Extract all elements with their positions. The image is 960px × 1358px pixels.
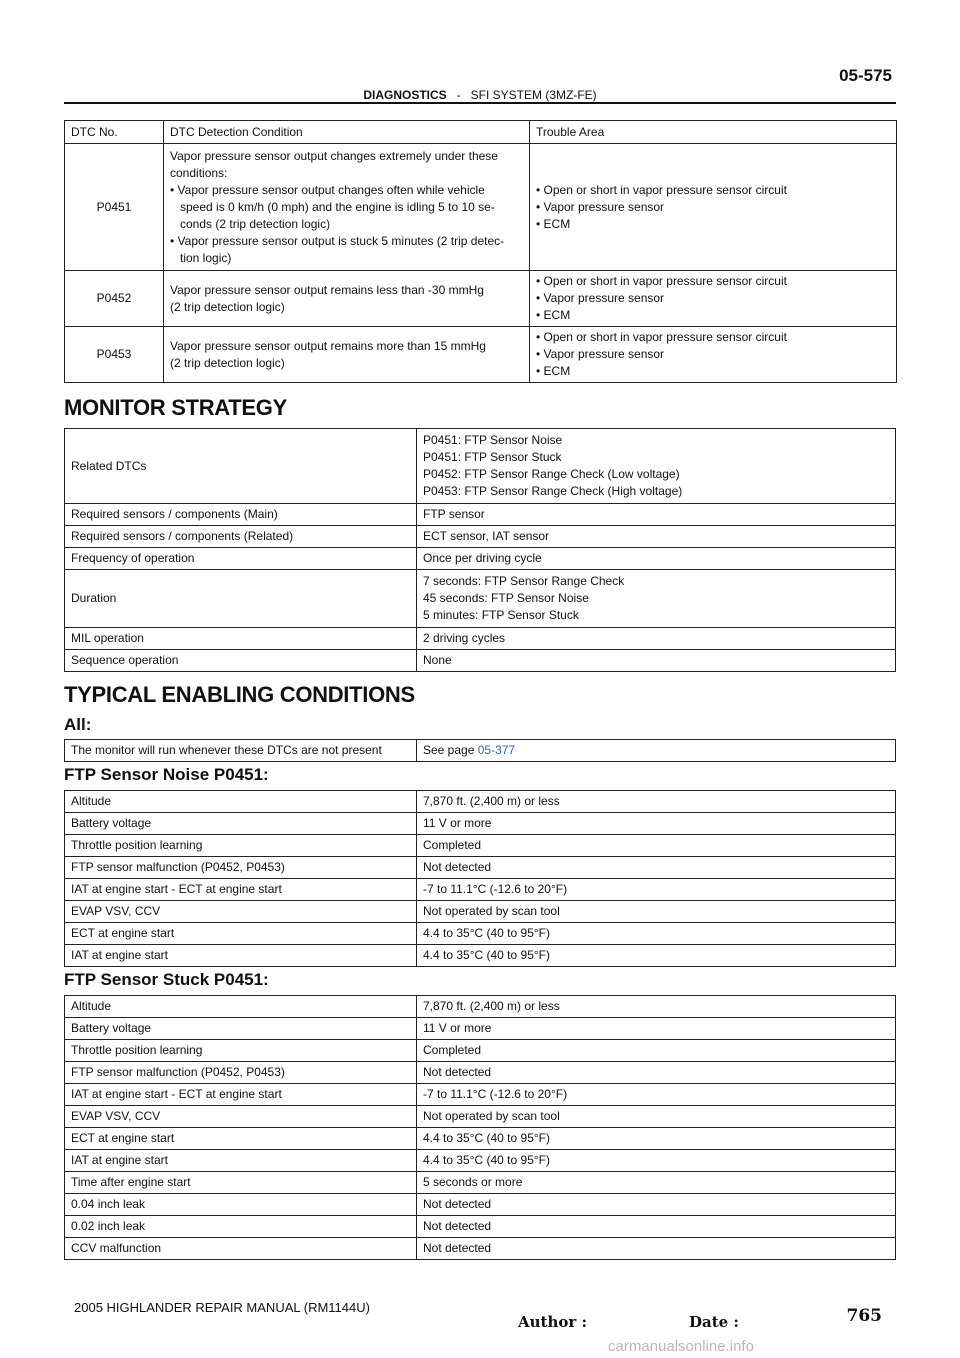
trouble-line: • ECM: [536, 216, 571, 231]
strategy-value: [417, 548, 896, 570]
table-row: [65, 901, 896, 923]
strategy-label: MIL operation: [65, 628, 417, 650]
dtc-table-header-row: [65, 121, 897, 144]
strategy-label: Duration: [65, 570, 417, 628]
table-row: [65, 1084, 896, 1106]
strategy-label: Required sensors / components (Related): [65, 526, 417, 548]
monitor-strategy-table: [64, 428, 896, 672]
condition-value: Not detected: [417, 1238, 896, 1260]
table-row: [65, 1062, 896, 1084]
condition-value: 11 V or more: [417, 813, 896, 835]
strategy-value-line: None: [423, 653, 452, 667]
condition-value: -7 to 11.1°C (-12.6 to 20°F): [417, 1084, 896, 1106]
running-head: [64, 88, 896, 102]
condition-label: Battery voltage: [65, 813, 417, 835]
strategy-value: [417, 628, 896, 650]
stuck-subtitle: FTP Sensor Stuck P0451:: [64, 970, 269, 989]
strategy-label: Required sensors / components (Main): [65, 504, 417, 526]
dtc-code: P0453: [65, 327, 164, 383]
running-head-separator: -: [456, 88, 461, 102]
condition-label: IAT at engine start: [65, 945, 417, 967]
condition-value: Not detected: [417, 1194, 896, 1216]
table-row: [65, 945, 896, 967]
monitor-strategy-body: [65, 429, 896, 672]
trouble-line: • Open or short in vapor pressure sensor circuit: [536, 274, 787, 288]
dtc-condition: [164, 144, 530, 271]
stuck-conditions-table: [64, 995, 896, 1260]
dtc-trouble-area: [530, 144, 897, 271]
condition-value: Completed: [417, 1040, 896, 1062]
page-reference-link[interactable]: 05-377: [477, 743, 516, 757]
trouble-line: • Open or short in vapor pressure sensor circuit: [536, 330, 787, 344]
table-row: [65, 1216, 896, 1238]
condition-value: 7,870 ft. (2,400 m) or less: [417, 996, 896, 1018]
dtc-condition: [164, 271, 530, 327]
table-row: [65, 1128, 896, 1150]
condition-value: 4.4 to 35°C (40 to 95°F): [417, 1128, 896, 1150]
strategy-value-line: 2 driving cycles: [423, 631, 506, 645]
condition-value: 4.4 to 35°C (40 to 95°F): [417, 945, 896, 967]
condition-label: IAT at engine start - ECT at engine start: [65, 1084, 417, 1106]
dtc-condition: [164, 327, 530, 383]
condition-label: Time after engine start: [65, 1172, 417, 1194]
table-row: [65, 1106, 896, 1128]
condition-value: Not operated by scan tool: [417, 901, 896, 923]
table-row: [65, 813, 896, 835]
condition-value: Completed: [417, 835, 896, 857]
dtc-trouble-area: [530, 327, 897, 383]
header-rule: [64, 102, 896, 104]
table-row: [65, 835, 896, 857]
condition-label: ECT at engine start: [65, 1128, 417, 1150]
trouble-line: • Vapor pressure sensor: [536, 291, 665, 305]
table-row: [65, 650, 896, 672]
enabling-conditions-title: TYPICAL ENABLING CONDITIONS: [64, 682, 415, 707]
author-label: Author :: [518, 1313, 588, 1331]
table-row: [65, 1150, 896, 1172]
condition-line: • Vapor pressure sensor output is stuck 5 minutes (2 trip detec-: [170, 234, 505, 248]
dtc-code: P0452: [65, 271, 164, 327]
strategy-value: [417, 429, 896, 504]
condition-value: -7 to 11.1°C (-12.6 to 20°F): [417, 879, 896, 901]
condition-label: EVAP VSV, CCV: [65, 901, 417, 923]
condition-value: Not detected: [417, 1062, 896, 1084]
strategy-value: [417, 650, 896, 672]
condition-line: Vapor pressure sensor output remains less than -30 mmHg: [170, 282, 484, 297]
strategy-value: [417, 504, 896, 526]
all-subtitle: All:: [64, 715, 92, 734]
dtc-col-header: DTC Detection Condition: [164, 121, 530, 144]
condition-line: (2 trip detection logic): [170, 299, 285, 314]
watermark-text: carmanualsonline.info: [608, 1338, 754, 1355]
table-row: [65, 570, 896, 628]
stuck-conditions-body: [65, 996, 896, 1260]
see-page-text: See page: [423, 743, 478, 757]
condition-value: Not operated by scan tool: [417, 1106, 896, 1128]
condition-label: Altitude: [65, 791, 417, 813]
manual-title-footer: 2005 HIGHLANDER REPAIR MANUAL (RM1144U): [74, 1300, 370, 1315]
dtc-row: [65, 327, 897, 383]
dtc-row: [65, 144, 897, 271]
table-row: [65, 1194, 896, 1216]
condition-value: [417, 740, 896, 762]
condition-line: conds (2 trip detection logic): [180, 217, 331, 231]
table-row: [65, 740, 896, 762]
strategy-value-line: ECT sensor, IAT sensor: [423, 529, 550, 543]
table-row: [65, 548, 896, 570]
strategy-value-line: Once per driving cycle: [423, 551, 542, 565]
condition-line: conditions:: [170, 166, 228, 180]
condition-label: Altitude: [65, 996, 417, 1018]
footer-page-number: 765: [846, 1306, 882, 1326]
dtc-table: [64, 120, 897, 383]
dtc-table-body: [65, 144, 897, 383]
condition-label: IAT at engine start - ECT at engine start: [65, 879, 417, 901]
condition-label: Battery voltage: [65, 1018, 417, 1040]
condition-label: Throttle position learning: [65, 835, 417, 857]
condition-line: • Vapor pressure sensor output changes often while vehicle: [170, 183, 485, 197]
condition-value: 4.4 to 35°C (40 to 95°F): [417, 923, 896, 945]
condition-label: CCV malfunction: [65, 1238, 417, 1260]
strategy-value-line: P0451: FTP Sensor Noise: [423, 433, 563, 447]
noise-conditions-table: [64, 790, 896, 967]
strategy-label: Related DTCs: [65, 429, 417, 504]
condition-value: 7,870 ft. (2,400 m) or less: [417, 791, 896, 813]
condition-value: 11 V or more: [417, 1018, 896, 1040]
strategy-value-line: P0451: FTP Sensor Stuck: [423, 450, 562, 464]
condition-value: 4.4 to 35°C (40 to 95°F): [417, 1150, 896, 1172]
condition-label: FTP sensor malfunction (P0452, P0453): [65, 1062, 417, 1084]
table-row: [65, 628, 896, 650]
trouble-line: • Open or short in vapor pressure sensor circuit: [536, 182, 787, 197]
trouble-line: • ECM: [536, 364, 571, 378]
monitor-strategy-title: MONITOR STRATEGY: [64, 395, 287, 420]
dtc-code: P0451: [65, 144, 164, 271]
condition-label: IAT at engine start: [65, 1150, 417, 1172]
strategy-value-line: FTP sensor: [423, 507, 485, 521]
condition-line: speed is 0 km/h (0 mph) and the engine is idling 5 to 10 se-: [180, 200, 495, 214]
strategy-value-line: P0453: FTP Sensor Range Check (High voltage): [423, 484, 683, 498]
table-row: [65, 996, 896, 1018]
table-row: [65, 504, 896, 526]
condition-line: tion logic): [180, 251, 232, 265]
condition-line: (2 trip detection logic): [170, 355, 285, 370]
table-row: [65, 791, 896, 813]
noise-subtitle: FTP Sensor Noise P0451:: [64, 765, 269, 784]
condition-value: Not detected: [417, 1216, 896, 1238]
strategy-label: Frequency of operation: [65, 548, 417, 570]
condition-label: FTP sensor malfunction (P0452, P0453): [65, 857, 417, 879]
dtc-col-header: Trouble Area: [530, 121, 897, 144]
strategy-value-line: 5 minutes: FTP Sensor Stuck: [423, 608, 579, 622]
condition-label: 0.04 inch leak: [65, 1194, 417, 1216]
table-row: [65, 526, 896, 548]
all-conditions-table: [64, 739, 896, 762]
condition-line: Vapor pressure sensor output remains more than 15 mmHg: [170, 338, 486, 353]
table-row: [65, 923, 896, 945]
strategy-value-line: 45 seconds: FTP Sensor Noise: [423, 591, 589, 605]
table-row: [65, 1018, 896, 1040]
table-row: [65, 857, 896, 879]
running-head-system: SFI SYSTEM (3MZ-FE): [470, 88, 597, 102]
strategy-value-line: P0452: FTP Sensor Range Check (Low voltage): [423, 467, 680, 481]
table-row: [65, 879, 896, 901]
condition-label: 0.02 inch leak: [65, 1216, 417, 1238]
table-row: [65, 1172, 896, 1194]
running-head-section: DIAGNOSTICS: [363, 88, 447, 102]
trouble-line: • Vapor pressure sensor: [536, 199, 665, 214]
dtc-row: [65, 271, 897, 327]
strategy-value: [417, 570, 896, 628]
condition-label: ECT at engine start: [65, 923, 417, 945]
condition-label: Throttle position learning: [65, 1040, 417, 1062]
noise-conditions-body: [65, 791, 896, 967]
table-row: [65, 429, 896, 504]
table-row: [65, 1238, 896, 1260]
dtc-trouble-area: [530, 271, 897, 327]
condition-value: Not detected: [417, 857, 896, 879]
date-label: Date :: [689, 1313, 739, 1331]
condition-label: The monitor will run whenever these DTCs are not present: [65, 740, 417, 762]
trouble-line: • ECM: [536, 308, 571, 322]
strategy-label: Sequence operation: [65, 650, 417, 672]
strategy-value: [417, 526, 896, 548]
strategy-value-line: 7 seconds: FTP Sensor Range Check: [423, 574, 625, 588]
dtc-col-header: DTC No.: [65, 121, 164, 144]
table-row: [65, 1040, 896, 1062]
condition-value: 5 seconds or more: [417, 1172, 896, 1194]
page-number: 05-575: [839, 66, 892, 85]
condition-line: Vapor pressure sensor output changes extremely under these: [170, 149, 498, 163]
condition-label: EVAP VSV, CCV: [65, 1106, 417, 1128]
trouble-line: • Vapor pressure sensor: [536, 347, 665, 361]
